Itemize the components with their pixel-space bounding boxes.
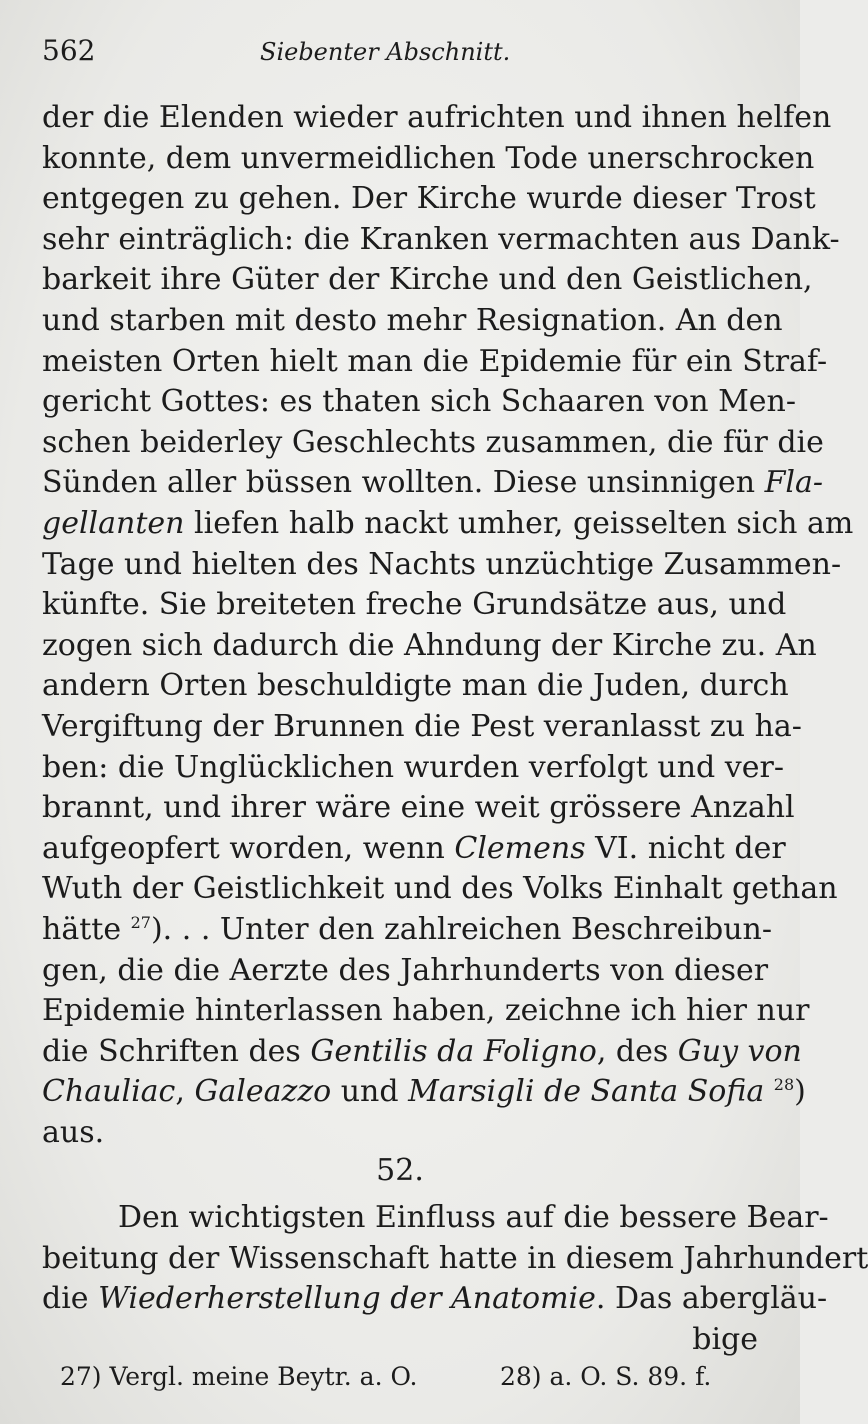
text-segment: künfte. Sie breiteten freche Grundsätze aus, und [42, 587, 787, 623]
text-segment: Fla- [764, 465, 823, 501]
body-lines-line [42, 98, 832, 138]
text-segment: , des [596, 1033, 678, 1069]
body-lines-line [42, 991, 810, 1031]
text-segment: die Schriften des [42, 1033, 311, 1069]
text-segment: Vergiftung der Brunnen die Pest veranlasst zu ha- [42, 709, 802, 744]
text-segment: Marsigli de Santa Sofia [408, 1074, 765, 1110]
text-segment: ) [794, 1074, 806, 1110]
text-segment: Wiederherstellung der Anatomie [98, 1281, 596, 1317]
text-segment: der die Elenden wieder aufrichten und ihnen helfen [42, 100, 832, 135]
text-segment: und starben mit desto mehr Resignation. An den [42, 303, 783, 338]
text-segment: andern Orten beschuldigte man die Juden, durch [42, 668, 789, 704]
body-lines-line [42, 423, 824, 463]
text-segment: bige [692, 1321, 758, 1357]
section-lines-line [42, 1320, 758, 1360]
text-segment: die [42, 1281, 99, 1317]
text-segment: schen beiderley Geschlechts zusammen, die für die [42, 424, 824, 460]
body-lines-line [42, 707, 802, 747]
text-segment: Wuth der Geistlichkeit und des Volks Einhalt gethan [42, 871, 838, 907]
body-lines-line [42, 1032, 802, 1072]
section-lines-line [42, 1239, 868, 1279]
text-segment: ben: die Unglücklichen wurden verfolgt und ver- [42, 749, 784, 785]
body-lines-line [42, 220, 840, 260]
text-segment: konnte, dem unvermeidlichen Tode unerschrocken [42, 140, 815, 176]
text-segment: Sünden aller büssen wollten. Diese unsinnigen [42, 465, 765, 501]
text-segment: beitung der Wissenschaft hatte in diesem Jahrhundert [42, 1240, 868, 1276]
text-segment: Clemens [454, 830, 586, 866]
text-segment: Chauliac [42, 1074, 176, 1110]
text-segment: hätte [42, 912, 131, 947]
text-segment: Epidemie hinterlassen haben, zeichne ich hier nur [42, 993, 810, 1029]
body-lines-line [42, 585, 787, 625]
section-lines-line [42, 1198, 829, 1238]
body-lines-line [42, 301, 783, 341]
text-segment: ). . . Unter den zahlreichen Beschreibun- [150, 912, 773, 947]
section-lines-line [42, 1279, 828, 1319]
text-segment [764, 1074, 774, 1109]
body-lines-line [42, 179, 816, 219]
body-lines-line [42, 626, 817, 666]
footnote-28: 28) a. O. S. 89. f. [500, 1362, 712, 1391]
body-lines-line [42, 463, 823, 503]
body-lines-line [42, 910, 773, 950]
text-segment: meisten Orten hielt man die Epidemie für ein Straf- [42, 343, 828, 379]
text-segment: gericht Gottes: es thaten sich Schaaren von Men- [42, 384, 796, 420]
footnote-27: 27) Vergl. meine Beytr. a. O. [60, 1362, 418, 1391]
section-number: 52. [376, 1153, 424, 1188]
body-lines-line [42, 382, 796, 422]
body-lines-line [42, 748, 784, 788]
footnote-ref: 27 [130, 913, 151, 932]
body-lines-line [42, 139, 815, 179]
body-lines-line [42, 788, 795, 828]
body-lines-line [42, 260, 813, 300]
page-number: 562 [42, 34, 96, 67]
text-segment: Den wichtigsten Einfluss auf die bessere Bear- [118, 1200, 829, 1235]
text-segment: gen, die die Aerzte des Jahrhunderts von dieser [42, 952, 769, 988]
text-segment: VI. nicht der [585, 830, 786, 866]
text-segment: Galeazzo [194, 1074, 332, 1110]
footnotes [60, 1362, 760, 1402]
body-lines-line [42, 1113, 758, 1153]
text-segment: aufgeopfert worden, wenn [42, 830, 455, 866]
body-lines-line [42, 342, 828, 382]
text-segment: zogen sich dadurch die Ahndung der Kirche zu. An [42, 627, 817, 663]
text-segment: liefen halb nackt umher, geisselten sich am [184, 506, 854, 541]
text-segment: , [175, 1074, 195, 1110]
body-lines-line [42, 666, 789, 706]
text-segment: und [331, 1074, 409, 1110]
text-segment: aus. [42, 1115, 105, 1150]
text-segment: . Das abergläu- [595, 1281, 828, 1317]
text-segment: Tage und hielten des Nachts unzüchtige Zusammen- [42, 546, 842, 582]
body-lines-line [42, 951, 769, 991]
text-segment: barkeit ihre Güter der Kirche und den Geistlichen, [42, 262, 813, 298]
text-segment: Guy von [677, 1033, 802, 1069]
body-lines-line [42, 829, 786, 869]
page-header [42, 34, 760, 78]
body-lines-line [42, 869, 838, 909]
text-segment: sehr einträglich: die Kranken vermachten aus Dank- [42, 221, 840, 257]
text-segment: brannt, und ihrer wäre eine weit grössere Anzahl [42, 790, 795, 826]
body-lines-line [42, 504, 854, 544]
text-segment: gellanten [42, 506, 185, 541]
body-lines-line [42, 545, 842, 585]
text-segment: entgegen zu gehen. Der Kirche wurde dieser Trost [42, 181, 816, 217]
running-head: Siebenter Abschnitt. [260, 38, 511, 66]
body-lines-line [42, 1072, 806, 1112]
text-segment: Gentilis da Foligno [310, 1033, 597, 1069]
footnote-ref: 28 [773, 1075, 795, 1095]
